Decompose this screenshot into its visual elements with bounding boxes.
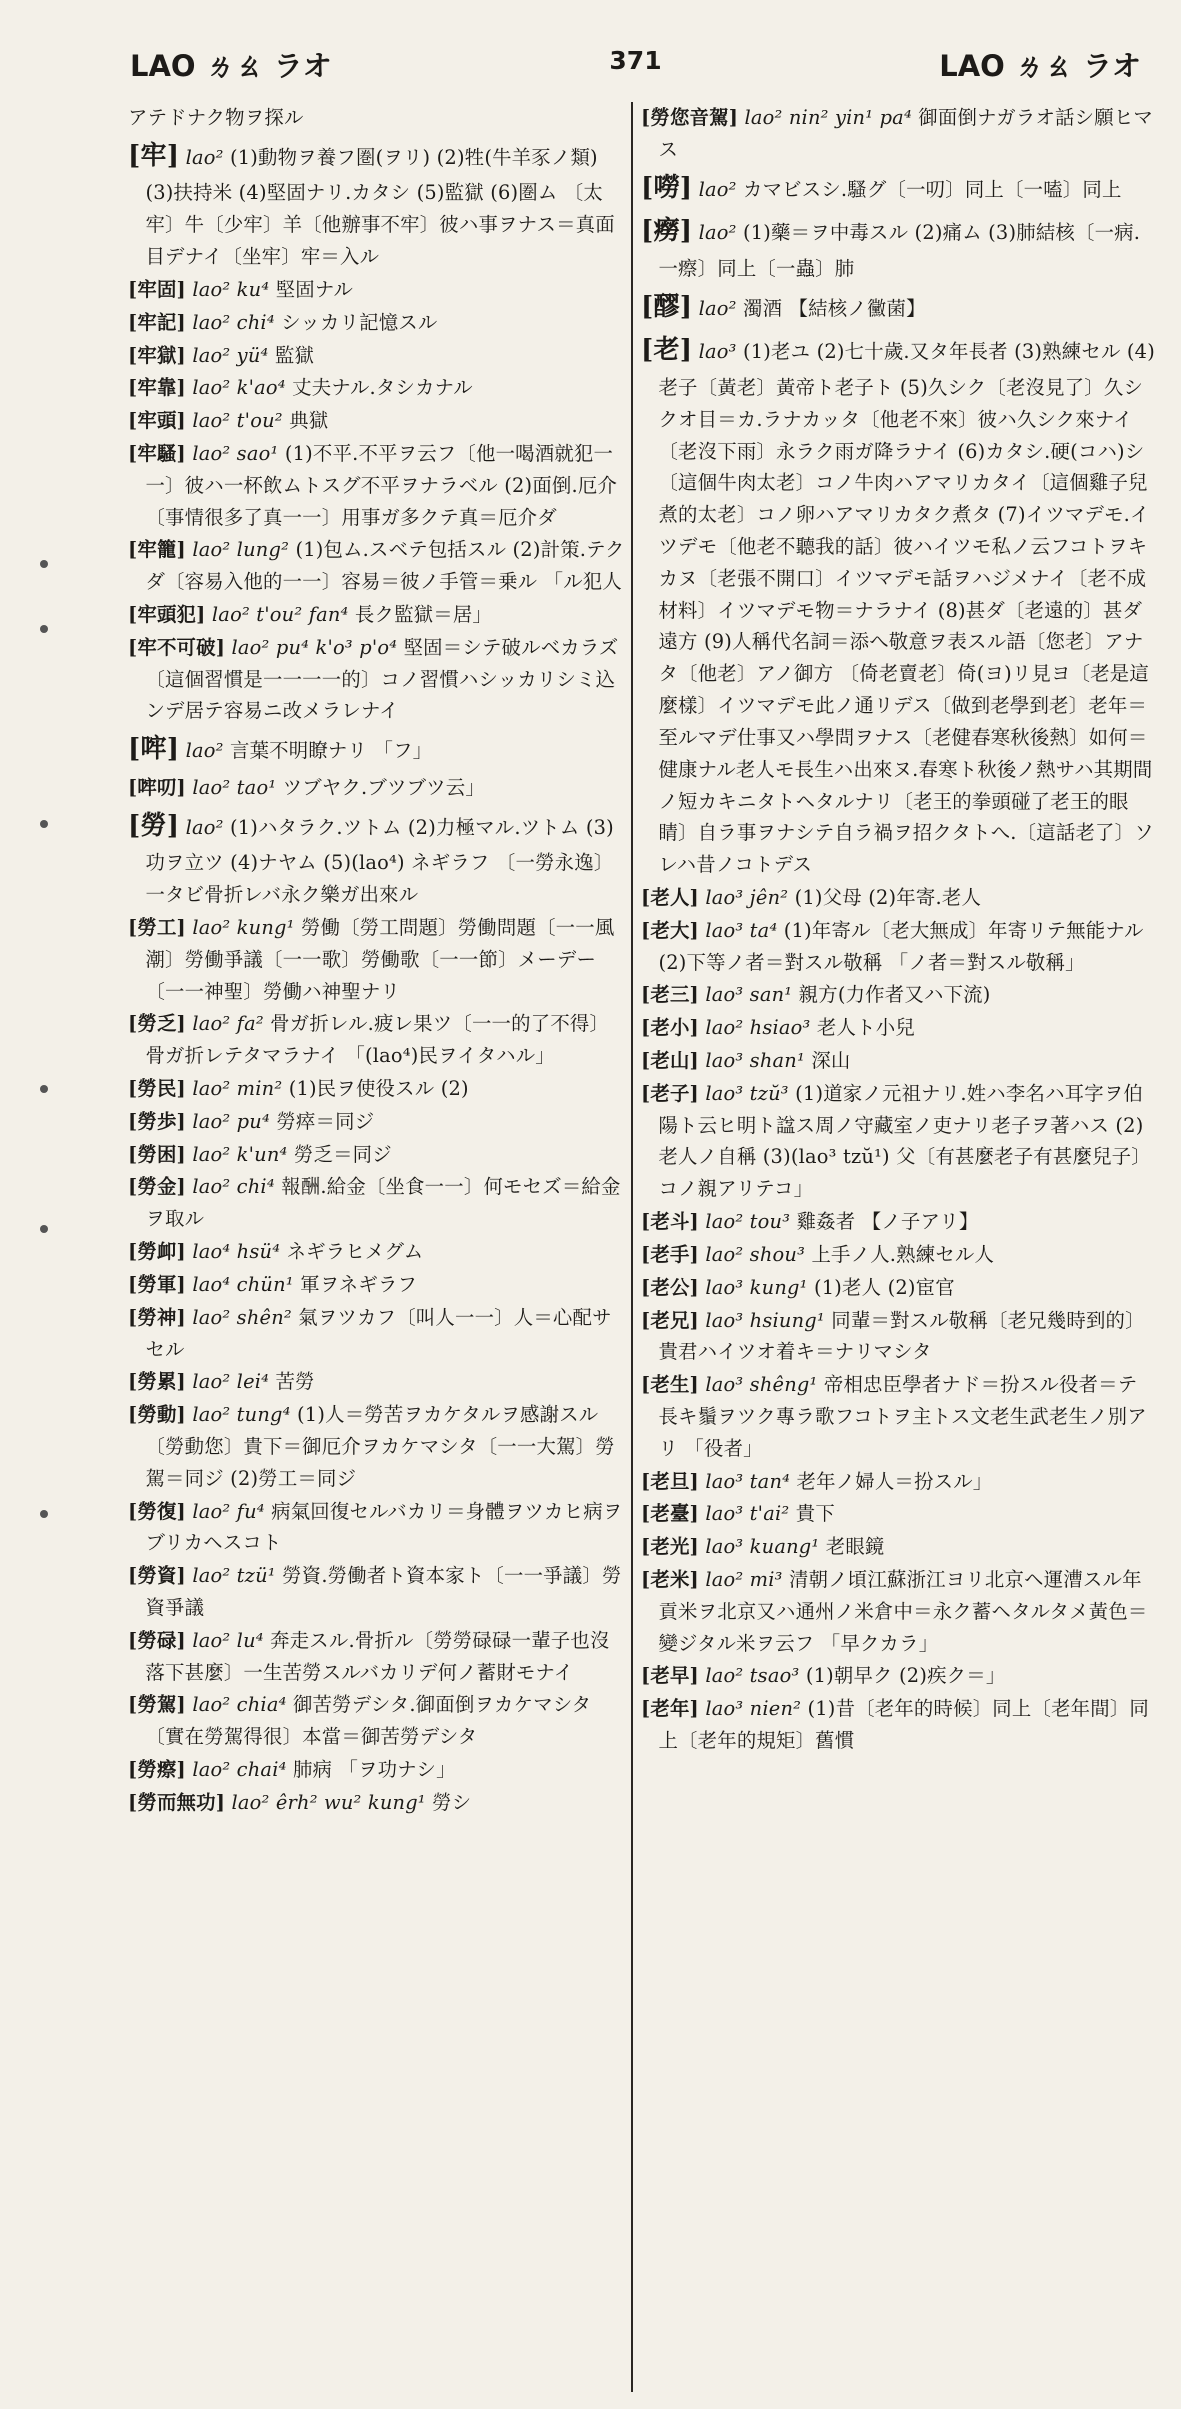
margin-dot xyxy=(40,560,48,568)
entry-pronunciation: lao² êrh² wu² kung¹ xyxy=(231,1790,426,1814)
dictionary-entry xyxy=(128,1560,626,1624)
margin-dot xyxy=(40,820,48,828)
entry-definition: 勞瘁＝同ジ xyxy=(276,1109,375,1133)
dictionary-entry xyxy=(641,167,1156,210)
entry-definition: 堅固ナル xyxy=(275,277,354,301)
entry-headword: [老手] xyxy=(641,1242,699,1266)
entry-definition: (1)人＝勞苦ヲカケタルヲ感謝スル〔勞動您〕貴下＝御厄介ヲカケマシタ〔一一大駕〕勞駕＝同ジ (2)勞工＝同ジ xyxy=(145,1403,615,1490)
header-left: LAO ㄌㄠ ラオ xyxy=(130,49,332,83)
entry-definition: (1)ハタラク.ツトム (2)力極マル.ツトム (3)功ヲ立ツ (4)ナヤム (5)(lao⁴) ネギラフ 〔一勞永逸〕一タビ骨折レバ永ク樂ガ出來ル xyxy=(145,815,614,907)
margin-dot xyxy=(40,1510,48,1518)
entry-pronunciation: lao² lung² xyxy=(192,538,290,562)
entry-headword: [勞動] xyxy=(128,1403,186,1427)
dictionary-entry xyxy=(641,1660,1156,1692)
entry-definition: (1)年寄ル〔老大無成〕年寄リテ無能ナル (2)下等ノ者＝對スル敬稱 「ノ者＝對スル敬稱」 xyxy=(658,918,1144,974)
dictionary-entry xyxy=(641,1239,1156,1271)
entry-headword: [老子] xyxy=(641,1081,699,1105)
dictionary-entry xyxy=(641,1012,1156,1044)
entry-pronunciation: lao³ nien² xyxy=(705,1697,802,1721)
entry-definition: 深山 xyxy=(811,1049,851,1072)
entry-headword: [嘮] xyxy=(641,172,693,203)
entry-definition: (1)昔〔老年的時候〕同上〔老年間〕同上〔老年的規矩〕舊慣 xyxy=(658,1697,1150,1753)
entry-definition: (1)朝早ク (2)疾ク＝」 xyxy=(805,1664,1006,1688)
entry-definition: (1)動物ヲ養フ圏(ヲリ) (2)牲(牛羊豕ノ類) (3)扶持米 (4)堅固ナリ.カタシ (5)監獄 (6)圏ム 〔太牢〕牛〔少牢〕羊〔他辦事不牢〕彼ハ事ヲナス＝真面目デナイ〔坐牢〕牢＝入ル xyxy=(145,145,615,269)
entry-pronunciation: lao² chi⁴ xyxy=(192,1175,275,1199)
entry-headword: [勞金] xyxy=(128,1175,186,1199)
entry-pronunciation: lao² chia⁴ xyxy=(192,1693,287,1717)
entry-headword: [老米] xyxy=(641,1568,699,1591)
entry-pronunciation: lao² lei⁴ xyxy=(192,1370,270,1394)
entry-headword: [牢頭] xyxy=(128,409,186,433)
dictionary-entry xyxy=(641,1693,1156,1757)
entry-pronunciation: lao² fu⁴ xyxy=(192,1499,265,1523)
entry-headword: [勞瘵] xyxy=(128,1758,186,1782)
entry-definition: ツブヤク.ブツブツ云」 xyxy=(282,775,485,799)
entry-definition: 親方(力作者又ハ下流) xyxy=(798,983,991,1007)
column-divider xyxy=(631,102,633,2392)
entry-headword: [老光] xyxy=(641,1535,699,1559)
entry-definition: (1)藥＝ヲ中毒スル (2)痛ム (3)肺結核〔一病.一瘵〕同上〔一蟲〕肺 xyxy=(658,221,1141,280)
entry-pronunciation: lao³ t'ai² xyxy=(705,1502,790,1526)
entry-definition: 老人ト小兒 xyxy=(816,1016,915,1040)
entry-pronunciation: lao² hsiao³ xyxy=(705,1016,811,1040)
entry-definition: 骨ガ折レル.疲レ果ツ〔一一的了不得〕骨ガ折レテタマラナイ 「(lao⁴)民ヲイタハル」 xyxy=(145,1012,610,1068)
entry-definition: (1)民ヲ使役スル (2) xyxy=(288,1077,469,1100)
entry-headword: [勞您音駕] xyxy=(641,106,739,129)
dictionary-entry xyxy=(641,329,1156,881)
entry-definition: 長ク監獄＝居」 xyxy=(354,603,493,626)
entry-pronunciation: lao² min² xyxy=(192,1077,283,1100)
dictionary-entry xyxy=(128,805,626,911)
margin-dot xyxy=(40,625,48,633)
header-right: LAO ㄌㄠ ラオ xyxy=(939,49,1141,83)
entry-pronunciation: lao² xyxy=(698,221,737,245)
entry-pronunciation: lao³ jên² xyxy=(705,885,789,909)
entry-definition: (1)不平.不平ヲ云フ〔他一喝酒就犯一一〕彼ハ一杯飲ムトスグ不平ヲナラベル (2)面倒.厄介〔事情很多了真一一〕用事ガ多クテ真＝厄介ダ xyxy=(145,441,618,529)
entry-headword: [老年] xyxy=(641,1697,699,1721)
entry-pronunciation: lao² chi⁴ xyxy=(192,310,275,334)
dictionary-entry xyxy=(128,599,626,631)
dictionary-entry xyxy=(641,1206,1156,1238)
margin-dot xyxy=(40,1225,48,1233)
entry-definition: カマビスシ.騷グ〔一叨〕同上〔一嗑〕同上 xyxy=(742,177,1122,201)
entry-headword: [牢固] xyxy=(128,277,186,301)
entry-pronunciation: lao² lu⁴ xyxy=(192,1628,264,1652)
entry-pronunciation: lao² shên² xyxy=(192,1305,292,1329)
entry-headword: [勞駕] xyxy=(128,1693,186,1717)
dictionary-entry xyxy=(641,979,1156,1011)
dictionary-entry xyxy=(128,307,626,339)
entry-definition: アテドナク物ヲ探ル xyxy=(128,106,304,129)
entry-pronunciation: lao³ ta⁴ xyxy=(705,918,778,942)
dictionary-entry xyxy=(128,340,626,372)
entry-pronunciation: lao² t'ou² fan⁴ xyxy=(211,603,349,626)
entry-definition: (1)道家ノ元祖ナリ.姓ハ李名ハ耳字ヲ伯陽ト云ヒ明ト諡ス周ノ守藏室ノ吏ナリ老子ヲ著ハス (2)老人ノ自稱 (3)(lao³ tzŭ¹) 父〔有甚麼老子有甚麼兒子〕コノ親アリテコ」 xyxy=(658,1081,1151,1201)
entry-pronunciation: lao⁴ hsü⁴ xyxy=(192,1240,281,1264)
entry-pronunciation: lao² kung¹ xyxy=(192,915,295,939)
dictionary-entry xyxy=(128,1787,626,1819)
dictionary-entry xyxy=(128,135,626,273)
dictionary-entry xyxy=(641,210,1156,284)
entry-pronunciation: lao³ shêng¹ xyxy=(705,1373,818,1397)
dictionary-entry xyxy=(128,1625,626,1689)
entry-headword: [老山] xyxy=(641,1049,699,1072)
dictionary-entry xyxy=(128,534,626,598)
entry-headword: [老斗] xyxy=(641,1210,699,1234)
entry-pronunciation: lao³ hsiung¹ xyxy=(705,1308,825,1332)
entry-pronunciation: lao² pu⁴ k'o³ p'o⁴ xyxy=(231,635,398,659)
dictionary-entry xyxy=(641,1369,1156,1464)
entry-definition: 肺病 「ヲ功ナシ」 xyxy=(292,1758,456,1782)
entry-definition: (1)包ム.スベテ包括スル (2)計策.テクダ〔容易入他的一一〕容易＝彼ノ手管＝乗ル 「ル犯人 xyxy=(145,538,625,594)
entry-definition: 御面倒ナガラオ話シ願ヒマス xyxy=(658,106,1153,161)
dictionary-entry xyxy=(641,1531,1156,1563)
page-header xyxy=(130,44,1141,84)
entry-pronunciation: lao³ kung¹ xyxy=(705,1275,808,1299)
dictionary-entry xyxy=(128,1269,626,1301)
entry-pronunciation: lao³ xyxy=(698,340,737,364)
entry-headword: [老生] xyxy=(641,1373,699,1397)
dictionary-entry xyxy=(641,1078,1156,1205)
entry-definition: 典獄 xyxy=(289,409,329,433)
entry-pronunciation: lao² tao¹ xyxy=(192,775,277,799)
entry-definition: 勞働〔勞工問題〕勞働問題〔一一風潮〕勞働爭議〔一一歌〕勞働歌〔一一節〕メーデー〔一一神聖〕勞働ハ神聖ナリ xyxy=(145,915,615,1003)
dictionary-entry xyxy=(128,1073,626,1105)
left-column xyxy=(128,102,626,2392)
dictionary-entry xyxy=(641,102,1156,166)
entry-headword: [牢靠] xyxy=(128,376,186,400)
entry-definition: (1)老人 (2)宦官 xyxy=(813,1275,955,1299)
entry-definition: 病氣回復セルバカリ＝身體ヲツカヒ病ヲブリカヘスコト xyxy=(145,1499,623,1555)
page-number: 371 xyxy=(609,46,662,75)
entry-pronunciation: lao² nin² yin¹ pa⁴ xyxy=(744,106,912,129)
dictionary-entry xyxy=(128,912,626,1007)
dictionary-entry xyxy=(641,915,1156,979)
entry-definition: 同輩＝對スル敬稱〔老兄幾時到的〕貴君ハイツオ着キ＝ナリマシタ xyxy=(658,1308,1145,1364)
entry-definition: 堅固＝シテ破ルベカラズ〔這個習慣是一一一一的〕コノ習慣ハシッカリシミ込ンデ居テ容易ニ改メラレナイ xyxy=(145,635,619,723)
entry-headword: [牢騷] xyxy=(128,441,186,465)
entry-headword: [勞資] xyxy=(128,1564,186,1588)
entry-headword: [勞民] xyxy=(128,1077,186,1100)
entry-definition: 御苦勞デシタ.御面倒ヲカケマシタ〔實在勞駕得很〕本當＝御苦勞デシタ xyxy=(145,1693,592,1749)
dictionary-entry xyxy=(641,1305,1156,1369)
entry-pronunciation: lao² xyxy=(698,296,737,320)
entry-definition: 老年ノ婦人＝扮スル」 xyxy=(796,1469,993,1493)
dictionary-entry xyxy=(641,1045,1156,1077)
entry-pronunciation: lao² tsao³ xyxy=(705,1664,800,1688)
entry-headword: [醪] xyxy=(641,291,693,322)
entry-headword: [勞軍] xyxy=(128,1272,186,1296)
dictionary-entry xyxy=(128,632,626,727)
dictionary-entry xyxy=(641,1466,1156,1498)
entry-headword: [勞碌] xyxy=(128,1628,186,1652)
entry-headword: [癆] xyxy=(641,216,693,247)
entry-pronunciation: lao³ kuang¹ xyxy=(705,1535,820,1559)
entry-definition: ネギラヒメグム xyxy=(286,1240,424,1264)
entry-headword: [勞復] xyxy=(128,1499,186,1523)
entry-headword: [牢頭犯] xyxy=(128,603,206,626)
entry-pronunciation: lao² xyxy=(185,145,224,169)
entry-headword: [老公] xyxy=(641,1275,699,1299)
entry-headword: [勞歩] xyxy=(128,1109,186,1133)
entry-headword: [勞神] xyxy=(128,1305,186,1329)
entry-headword: [老小] xyxy=(641,1016,699,1040)
entry-pronunciation: lao² shou³ xyxy=(705,1242,806,1266)
page-margin xyxy=(0,0,100,2409)
entry-pronunciation: lao² tung⁴ xyxy=(192,1403,291,1427)
dictionary-entry xyxy=(128,1008,626,1072)
entry-definition: 監獄 xyxy=(274,343,315,367)
entry-pronunciation: lao² k'ao⁴ xyxy=(192,376,286,400)
entry-definition: 老眼鏡 xyxy=(825,1535,885,1559)
dictionary-entry xyxy=(128,1399,626,1494)
entry-definition: 軍ヲネギラフ xyxy=(300,1272,418,1296)
entry-definition: 勞資.勞働者ト資本家ト〔一一爭議〕勞資爭議 xyxy=(145,1564,622,1619)
entry-headword: [勞乏] xyxy=(128,1012,186,1036)
entry-definition: 清朝ノ頃江蘇浙江ヨリ北京ヘ運漕スル年貢米ヲ北京又ハ通州ノ米倉中＝永ク蓄ヘタルタメ黃色＝變ジタル米ヲ云フ 「早クカラ」 xyxy=(658,1568,1148,1655)
entry-headword: [牢] xyxy=(128,140,180,171)
entry-definition: シッカリ記憶スル xyxy=(281,310,438,334)
entry-pronunciation: lao² t'ou² xyxy=(192,409,283,433)
dictionary-entry xyxy=(128,1366,626,1398)
dictionary-entry xyxy=(641,1272,1156,1304)
dictionary-entry xyxy=(128,772,626,804)
entry-definition: 氣ヲツカフ〔叫人一一〕人＝心配サセル xyxy=(145,1305,612,1361)
entry-definition: 貴下 xyxy=(795,1502,835,1526)
entry-headword: [牢籠] xyxy=(128,538,186,562)
entry-headword: [老旦] xyxy=(641,1469,699,1493)
entry-pronunciation: lao² k'un⁴ xyxy=(192,1142,288,1166)
entry-definition: 勞乏＝同ジ xyxy=(293,1142,392,1166)
dictionary-entry xyxy=(128,1302,626,1366)
entry-headword: [老大] xyxy=(641,918,699,942)
entry-headword: [勞卹] xyxy=(128,1240,186,1264)
entry-pronunciation: lao³ shan¹ xyxy=(705,1049,805,1072)
entry-definition: 言葉不明瞭ナリ 「フ」 xyxy=(229,739,433,763)
entry-headword: [勞累] xyxy=(128,1370,186,1394)
entry-headword: [老兄] xyxy=(641,1308,699,1332)
entry-definition: 苦勞 xyxy=(275,1370,315,1394)
dictionary-entry xyxy=(128,1689,626,1753)
entry-pronunciation: lao² tou³ xyxy=(705,1210,791,1234)
dictionary-entry xyxy=(641,882,1156,914)
entry-pronunciation: lao³ san¹ xyxy=(705,983,793,1007)
entry-definition: 丈夫ナル.タシカナル xyxy=(292,376,473,400)
dictionary-entry xyxy=(128,372,626,404)
entry-headword: [哰] xyxy=(128,734,180,765)
dictionary-entry xyxy=(641,1564,1156,1659)
right-column xyxy=(641,102,1156,2392)
dictionary-entry xyxy=(128,1139,626,1171)
entry-headword: [勞] xyxy=(128,810,180,841)
margin-dot xyxy=(40,1085,48,1093)
entry-headword: [牢不可破] xyxy=(128,635,226,659)
entry-headword: [老三] xyxy=(641,983,699,1007)
dictionary-entry xyxy=(128,1496,626,1560)
dictionary-entry xyxy=(128,438,626,533)
entry-headword: [哰叨] xyxy=(128,775,186,799)
entry-pronunciation: lao² mi³ xyxy=(705,1568,783,1591)
dictionary-entry xyxy=(128,1754,626,1786)
entry-definition: (1)老ユ (2)七十歲.又タ年長者 (3)熟練セル (4)老子〔黃老〕黃帝ト老子ト (5)久シク〔老沒見了〕久シクオ目＝カ.ラナカッタ〔他老不來〕彼ハ久シク來ナイ〔老沒下雨〕永ラク雨ガ降ラナイ (6)カタシ.硬(コハ)シ〔這個牛肉太老〕コノ牛肉ハアマリカタイ〔這個雞子兒煮的太老〕コノ卵ハアマリカタク煮タ (7)イツマデモ.イツデモ〔他老不聽我的話〕彼ハイツモ私ノ云フコトヲキカヌ〔老張不開口〕イツマデモ話ヲハジメナイ〔老不成材料〕イツマデモ物＝ナラナイ (8)甚ダ〔老遠的〕甚ダ遠方 (9)人稱代名詞＝添へ敬意ヲ表スル語〔您老〕アナタ〔他老〕アノ御方 〔倚老賣老〕倚(ヨ)リ見ヨ〔老是這麼樣〕イツマデモ此ノ通リデス〔做到老學到老〕老年＝至ルマデ仕事又ハ學問ヲナス〔老健春寒秋後熱〕如何＝健康ナル老人モ長生ハ出來ヌ.春寒ト秋後ノ熱サハ其期間ノ短カキニタトヘタルナリ〔老王的拳頭碰了老王的眼睛〕自ラ事ヲナシテ自ラ禍ヲ招クタトへ.〔這話老了〕ソレハ昔ノコトデス xyxy=(658,340,1155,877)
entry-headword: [勞困] xyxy=(128,1142,186,1166)
entry-pronunciation: lao³ tzŭ³ xyxy=(705,1081,789,1105)
entry-definition: 奔走スル.骨折ル〔勞勞碌碌一輩子也沒落下甚麼〕一生苦勞スルバカリデ何ノ蓄財モナイ xyxy=(145,1628,610,1684)
dictionary-entry xyxy=(128,102,626,134)
entry-definition: 帝相忠臣學者ナド＝扮スル役者＝テ長キ鬚ヲツク專ラ歌フコトヲ主トス文老生武老生ノ別アリ 「役者」 xyxy=(658,1373,1147,1460)
entry-definition: 雞姦者 【ノ子アリ】 xyxy=(796,1210,979,1234)
entry-headword: [老] xyxy=(641,335,693,366)
dictionary-entry xyxy=(128,1236,626,1268)
entry-pronunciation: lao² xyxy=(698,177,737,201)
entry-pronunciation: lao² yü⁴ xyxy=(192,343,269,367)
entry-pronunciation: lao⁴ chün¹ xyxy=(192,1272,294,1296)
entry-headword: [勞而無功] xyxy=(128,1790,226,1814)
dictionary-entry xyxy=(128,1106,626,1138)
entry-pronunciation: lao² fa² xyxy=(192,1012,264,1036)
entry-pronunciation: lao² xyxy=(185,815,224,839)
entry-pronunciation: lao² xyxy=(185,739,224,763)
entry-headword: [老人] xyxy=(641,885,699,909)
entry-pronunciation: lao² tzü¹ xyxy=(192,1564,276,1588)
entry-headword: [老早] xyxy=(641,1664,699,1688)
entry-pronunciation: lao² chai⁴ xyxy=(192,1758,287,1782)
entry-headword: [老臺] xyxy=(641,1502,699,1526)
entry-pronunciation: lao³ tan⁴ xyxy=(705,1469,791,1493)
entry-pronunciation: lao² sao¹ xyxy=(192,441,279,465)
entry-pronunciation: lao² pu⁴ xyxy=(192,1109,270,1133)
entry-definition: (1)父母 (2)年寄.老人 xyxy=(794,885,982,909)
entry-definition: 報酬.給金〔坐食一一〕何モセズ＝給金ヲ取ル xyxy=(145,1175,621,1231)
dictionary-entry xyxy=(128,1171,626,1235)
dictionary-entry xyxy=(128,405,626,437)
entry-definition: 上手ノ人.熟練セル人 xyxy=(811,1242,995,1266)
entry-pronunciation: lao² ku⁴ xyxy=(192,277,270,301)
dictionary-entry xyxy=(128,728,626,771)
entry-definition: 濁酒 【結核ノ黴菌】 xyxy=(742,296,926,320)
entry-headword: [牢記] xyxy=(128,310,186,334)
dictionary-entry xyxy=(128,274,626,306)
entry-headword: [牢獄] xyxy=(128,343,186,367)
dictionary-entry xyxy=(641,1498,1156,1530)
entry-definition: 勞シ xyxy=(432,1790,472,1814)
dictionary-entry xyxy=(641,286,1156,329)
entry-headword: [勞工] xyxy=(128,915,186,939)
